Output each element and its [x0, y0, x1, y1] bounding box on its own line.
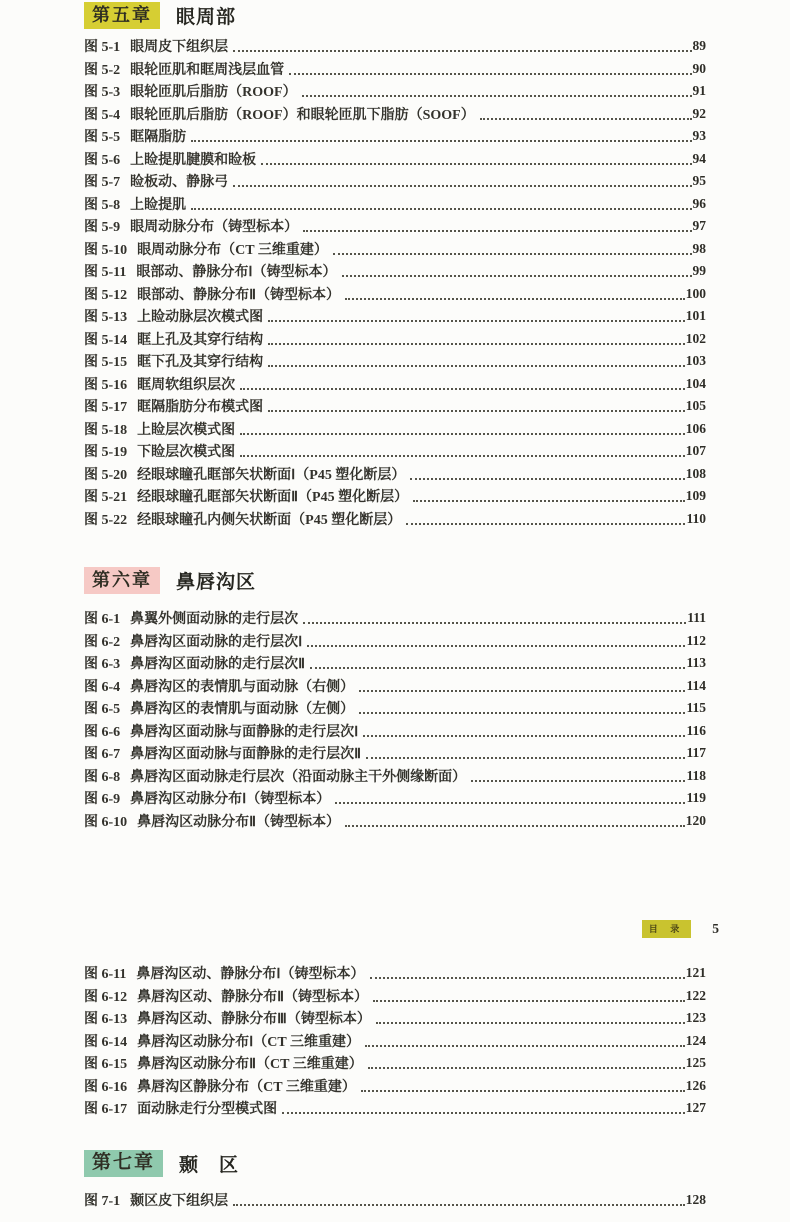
dotted-leader: [370, 967, 685, 979]
figure-label: 图 6-13: [84, 1012, 128, 1028]
figure-page-number: 115: [686, 700, 706, 716]
toc-entry-row: [84, 373, 706, 396]
figure-title: 眼部动、静脉分布Ⅱ（铸型标本）: [137, 287, 341, 303]
dotted-leader: [359, 702, 685, 714]
dotted-leader: [240, 378, 685, 390]
figure-page-number: 100: [685, 285, 706, 301]
dotted-leader: [240, 445, 685, 457]
figure-page-number: 119: [686, 790, 706, 806]
figure-title: 上睑动脉层次模式图: [137, 310, 264, 326]
dotted-leader: [191, 130, 691, 142]
figure-title: 鼻唇沟区静脉分布（CT 三维重建）: [137, 1079, 356, 1095]
figure-title: 鼻唇沟区面动脉的走行层次Ⅰ: [130, 634, 303, 650]
figure-label: 图 5-15: [84, 355, 128, 371]
figure-page-number: 103: [685, 353, 706, 369]
figure-title: 鼻唇沟区的表情肌与面动脉（右侧）: [130, 679, 355, 695]
figure-label: 图 7-1: [84, 1194, 121, 1210]
figure-label: 图 6-7: [84, 747, 121, 763]
figure-title: 眼周动脉分布（CT 三维重建）: [137, 242, 328, 258]
figure-page-number: 124: [685, 1032, 706, 1048]
toc-entry-row: [84, 652, 706, 675]
dotted-leader: [302, 85, 692, 97]
figure-label: 图 6-12: [84, 989, 128, 1005]
figure-title: 鼻唇沟区动脉分布Ⅰ（CT 三维重建）: [137, 1034, 360, 1050]
figure-page-number: 113: [686, 655, 706, 671]
figure-label: 图 6-5: [84, 702, 121, 718]
chapter-6-section: [84, 567, 706, 832]
toc-entry-row: [84, 260, 706, 283]
toc-entry-row: [84, 1007, 706, 1030]
page-footer: [642, 920, 719, 938]
dotted-leader: [406, 513, 685, 525]
toc-entry-row: [84, 810, 706, 833]
figure-label: 图 5-8: [84, 197, 121, 213]
figure-list: [84, 35, 706, 530]
toc-entry-row: [84, 80, 706, 103]
figure-label: 图 5-10: [84, 242, 128, 258]
dotted-leader: [471, 770, 685, 782]
figure-title: 鼻唇沟区面动脉与面静脉的走行层次Ⅰ: [130, 724, 359, 740]
figure-title: 经眼球瞳孔内侧矢状断面（P45 塑化断层）: [137, 512, 402, 528]
dotted-leader: [303, 612, 686, 624]
figure-label: 图 5-19: [84, 445, 128, 461]
toc-entry-row: [84, 630, 706, 653]
figure-page-number: 89: [692, 38, 706, 54]
dotted-leader: [363, 725, 685, 737]
figure-title: 眶隔脂肪分布模式图: [137, 400, 264, 416]
figure-title: 眼周皮下组织层: [130, 40, 229, 56]
toc-entry-row: [84, 418, 706, 441]
chapter-6-continued-section: [84, 962, 706, 1120]
figure-title: 鼻翼外侧面动脉的走行层次: [130, 612, 299, 628]
dotted-leader: [282, 1102, 685, 1114]
figure-title: 颞区皮下组织层: [130, 1194, 229, 1210]
figure-page-number: 106: [685, 420, 706, 436]
toc-entry-row: [84, 395, 706, 418]
figure-page-number: 117: [686, 745, 706, 761]
toc-entry-row: [84, 215, 706, 238]
figure-page-number: 128: [685, 1192, 706, 1208]
dotted-leader: [233, 40, 691, 52]
figure-label: 图 5-4: [84, 107, 121, 123]
figure-label: 图 6-11: [84, 967, 127, 983]
figure-page-number: 91: [692, 83, 706, 99]
toc-entry-row: [84, 170, 706, 193]
figure-label: 图 6-10: [84, 814, 128, 830]
toc-entry-row: [84, 328, 706, 351]
toc-entry-row: [84, 35, 706, 58]
dotted-leader: [191, 198, 691, 210]
figure-page-number: 98: [692, 240, 706, 256]
figure-title: 眶周软组织层次: [137, 377, 236, 393]
toc-entry-row: [84, 962, 706, 985]
figure-list: [84, 607, 706, 832]
figure-label: 图 5-18: [84, 422, 128, 438]
figure-page-number: 93: [692, 128, 706, 144]
figure-label: 图 6-2: [84, 634, 121, 650]
figure-label: 图 5-16: [84, 377, 128, 393]
figure-page-number: 104: [685, 375, 706, 391]
figure-title: 眼部动、静脉分布Ⅰ（铸型标本）: [136, 265, 337, 281]
figure-title: 眶隔脂肪: [130, 130, 187, 146]
figure-label: 图 5-22: [84, 512, 128, 528]
toc-entry-row: [84, 675, 706, 698]
figure-title: 鼻唇沟区的表情肌与面动脉（左侧）: [130, 702, 355, 718]
figure-label: 图 5-7: [84, 175, 121, 191]
figure-page-number: 125: [685, 1055, 706, 1071]
figure-title: 鼻唇沟区动脉分布Ⅱ（铸型标本）: [137, 814, 341, 830]
toc-entry-row: [84, 742, 706, 765]
figure-label: 图 5-12: [84, 287, 128, 303]
figure-page-number: 127: [685, 1100, 706, 1116]
chapter-header: [84, 1150, 706, 1177]
dotted-leader: [345, 815, 685, 827]
figure-label: 图 5-11: [84, 265, 127, 281]
figure-label: 图 5-3: [84, 85, 121, 101]
figure-title: 鼻唇沟区动脉分布Ⅱ（CT 三维重建）: [137, 1057, 363, 1073]
figure-title: 下睑层次模式图: [137, 445, 236, 461]
dotted-leader: [410, 468, 684, 480]
figure-label: 图 5-6: [84, 152, 121, 168]
dotted-leader: [268, 333, 685, 345]
figure-label: 图 6-9: [84, 792, 121, 808]
figure-title: 鼻唇沟区动、静脉分布Ⅱ（铸型标本）: [137, 989, 369, 1005]
toc-entry-row: [84, 607, 706, 630]
figure-title: 鼻唇沟区面动脉走行层次（沿面动脉主干外侧缘断面）: [130, 769, 467, 785]
dotted-leader: [240, 423, 685, 435]
figure-page-number: 96: [692, 195, 706, 211]
figure-title: 鼻唇沟区动脉分布Ⅰ（铸型标本）: [130, 792, 331, 808]
figure-page-number: 122: [685, 987, 706, 1003]
dotted-leader: [361, 1080, 685, 1092]
figure-page-number: 105: [685, 398, 706, 414]
figure-title: 眼轮匝肌和眶周浅层血管: [130, 62, 285, 78]
dotted-leader: [233, 1194, 685, 1206]
toc-entry-row: [84, 1097, 706, 1120]
figure-page-number: 110: [686, 510, 706, 526]
toc-entry-row: [84, 440, 706, 463]
figure-title: 鼻唇沟区动、静脉分布Ⅲ（铸型标本）: [137, 1012, 371, 1028]
dotted-leader: [289, 63, 691, 75]
dotted-leader: [233, 175, 691, 187]
dotted-leader: [373, 990, 685, 1002]
figure-page-number: 107: [685, 443, 706, 459]
dotted-leader: [268, 400, 685, 412]
dotted-leader: [303, 220, 691, 232]
figure-page-number: 95: [692, 173, 706, 189]
figure-page-number: 111: [687, 610, 706, 626]
figure-page-number: 92: [692, 105, 706, 121]
toc-entry-row: [84, 125, 706, 148]
chapter-title: 鼻唇沟区: [176, 572, 257, 593]
figure-page-number: 116: [686, 722, 706, 738]
toc-entry-row: [84, 305, 706, 328]
dotted-leader: [376, 1012, 685, 1024]
toc-entry-row: [84, 1189, 706, 1212]
figure-title: 上睑提肌腱膜和睑板: [130, 152, 257, 168]
toc-entry-row: [84, 508, 706, 531]
figure-label: 图 6-4: [84, 679, 121, 695]
toc-entry-row: [84, 103, 706, 126]
figure-page-number: 118: [686, 767, 706, 783]
figure-page-number: 123: [685, 1010, 706, 1026]
dotted-leader: [345, 288, 685, 300]
chapter-5-section: [84, 2, 706, 530]
chapter-badge: 第五章: [84, 2, 160, 29]
chapter-header: [84, 2, 706, 29]
figure-label: 图 5-14: [84, 332, 128, 348]
toc-entry-row: [84, 787, 706, 810]
figure-title: 眶上孔及其穿行结构: [137, 332, 264, 348]
figure-page-number: 90: [692, 60, 706, 76]
chapter-7-section: [84, 1150, 706, 1212]
figure-label: 图 5-2: [84, 62, 121, 78]
dotted-leader: [261, 153, 691, 165]
dotted-leader: [307, 635, 685, 647]
toc-entry-row: [84, 148, 706, 171]
figure-page-number: 94: [692, 150, 706, 166]
toc-entry-row: [84, 985, 706, 1008]
figure-title: 鼻唇沟区面动脉的走行层次Ⅱ: [130, 657, 306, 673]
figure-title: 上睑提肌: [130, 197, 187, 213]
dotted-leader: [335, 792, 685, 804]
figure-list: [84, 1189, 706, 1212]
dotted-leader: [268, 310, 685, 322]
figure-label: 图 5-9: [84, 220, 121, 236]
dotted-leader: [268, 355, 685, 367]
figure-page-number: 120: [685, 812, 706, 828]
dotted-leader: [342, 265, 692, 277]
toc-entry-row: [84, 1052, 706, 1075]
figure-title: 眼轮匝肌后脂肪（ROOF）: [130, 85, 297, 101]
figure-label: 图 5-1: [84, 40, 121, 56]
dotted-leader: [366, 747, 685, 759]
figure-label: 图 6-1: [84, 612, 121, 628]
figure-page-number: 102: [685, 330, 706, 346]
figure-page-number: 121: [685, 965, 706, 981]
figure-label: 图 5-20: [84, 467, 128, 483]
figure-title: 鼻唇沟区面动脉与面静脉的走行层次Ⅱ: [130, 747, 362, 763]
figure-title: 经眼球瞳孔眶部矢状断面Ⅰ（P45 塑化断层）: [137, 467, 406, 483]
toc-entry-row: [84, 193, 706, 216]
footer-page-number: 5: [712, 921, 719, 936]
dotted-leader: [333, 243, 692, 255]
toc-entry-row: [84, 485, 706, 508]
figure-page-number: 109: [685, 488, 706, 504]
dotted-leader: [359, 680, 685, 692]
figure-title: 经眼球瞳孔眶部矢状断面Ⅱ（P45 塑化断层）: [137, 490, 409, 506]
figure-label: 图 6-3: [84, 657, 121, 673]
toc-entry-row: [84, 697, 706, 720]
figure-label: 图 6-8: [84, 769, 121, 785]
figure-label: 图 6-17: [84, 1102, 128, 1118]
toc-entry-row: [84, 350, 706, 373]
figure-page-number: 101: [685, 308, 706, 324]
figure-label: 图 6-16: [84, 1079, 128, 1095]
chapter-title: 颞 区: [179, 1155, 240, 1176]
dotted-leader: [480, 108, 692, 120]
figure-title: 面动脉走行分型模式图: [137, 1102, 278, 1118]
toc-entry-row: [84, 463, 706, 486]
chapter-badge: 第七章: [84, 1150, 163, 1177]
figure-page-number: 126: [685, 1077, 706, 1093]
figure-title: 眼周动脉分布（铸型标本）: [130, 220, 299, 236]
figure-title: 睑板动、静脉弓: [130, 175, 229, 191]
figure-label: 图 5-5: [84, 130, 121, 146]
figure-label: 图 6-15: [84, 1057, 128, 1073]
toc-entry-row: [84, 765, 706, 788]
dotted-leader: [368, 1057, 685, 1069]
toc-entry-row: [84, 58, 706, 81]
figure-label: 图 6-6: [84, 724, 121, 740]
chapter-badge: 第六章: [84, 567, 160, 594]
dotted-leader: [365, 1035, 685, 1047]
chapter-title: 眼周部: [176, 7, 237, 28]
toc-entry-row: [84, 1075, 706, 1098]
footer-toc-badge: 目 录: [642, 920, 692, 938]
toc-entry-row: [84, 238, 706, 261]
figure-label: 图 5-13: [84, 310, 128, 326]
toc-entry-row: [84, 283, 706, 306]
figure-page-number: 108: [685, 465, 706, 481]
figure-page-number: 112: [686, 632, 706, 648]
figure-page-number: 99: [692, 263, 706, 279]
figure-label: 图 5-17: [84, 400, 128, 416]
chapter-header: [84, 567, 706, 594]
figure-label: 图 6-14: [84, 1034, 128, 1050]
figure-title: 眼轮匝肌后脂肪（ROOF）和眼轮匝肌下脂肪（SOOF）: [130, 107, 475, 123]
figure-title: 眶下孔及其穿行结构: [137, 355, 264, 371]
toc-entry-row: [84, 720, 706, 743]
figure-title: 上睑层次模式图: [137, 422, 236, 438]
toc-entry-row: [84, 1030, 706, 1053]
dotted-leader: [413, 490, 685, 502]
figure-page-number: 114: [686, 677, 706, 693]
figure-title: 鼻唇沟区动、静脉分布Ⅰ（铸型标本）: [136, 967, 365, 983]
figure-label: 图 5-21: [84, 490, 128, 506]
dotted-leader: [310, 657, 685, 669]
figure-page-number: 97: [692, 218, 706, 234]
figure-list: [84, 962, 706, 1120]
